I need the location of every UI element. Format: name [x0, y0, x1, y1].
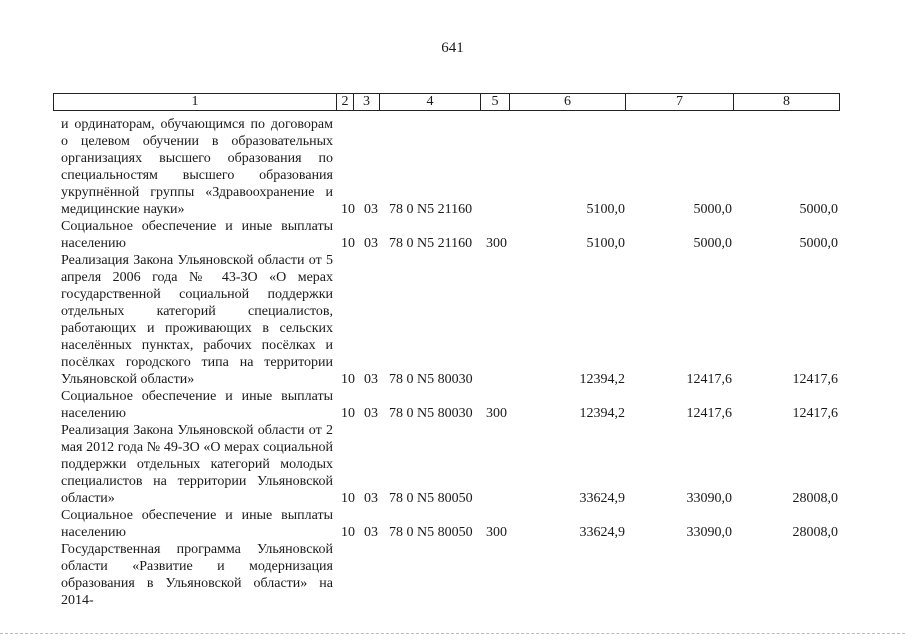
cell-target-code: 78 0 N5 21160 [389, 236, 473, 251]
cell-amount-7: 12417,6 [686, 372, 732, 387]
cell-subsection: 03 [364, 406, 378, 421]
cell-amount-8: 12417,6 [792, 372, 838, 387]
cell-amount-6: 5100,0 [586, 236, 625, 251]
cell-amount-6: 33624,9 [579, 525, 625, 540]
cell-section: 10 [341, 406, 355, 421]
cell-amount-8: 5000,0 [799, 202, 838, 217]
cell-amount-7: 33090,0 [686, 491, 732, 506]
cell-amount-7: 5000,0 [693, 202, 732, 217]
page-number: 641 [441, 40, 464, 56]
cell-expense-type: 300 [486, 406, 507, 421]
cell-amount-6: 33624,9 [579, 491, 625, 506]
cell-section: 10 [341, 202, 355, 217]
cell-amount-8: 28008,0 [792, 491, 838, 506]
header-col-7: 7 [625, 93, 734, 111]
cell-amount-6: 12394,2 [579, 372, 625, 387]
row-description: Социальное обеспечение и иные выплаты населению [61, 219, 333, 251]
cell-expense-type: 300 [486, 236, 507, 251]
cell-target-code: 78 0 N5 80030 [389, 372, 473, 387]
cell-target-code: 78 0 N5 80030 [389, 406, 473, 421]
row-description: Социальное обеспечение и иные выплаты населению [61, 508, 333, 540]
cell-subsection: 03 [364, 525, 378, 540]
header-col-3: 3 [353, 93, 380, 111]
row-description: Социальное обеспечение и иные выплаты населению [61, 389, 333, 421]
row-description: Реализация Закона Ульяновской области от 2 мая 2012 года № 49-ЗО «О мерах социальной поддержки отдельных категорий молодых специалистов на территории Ульяновской области» [61, 423, 333, 506]
header-col-8: 8 [733, 93, 840, 111]
header-col-1: 1 [53, 93, 337, 111]
cell-amount-7: 5000,0 [693, 236, 732, 251]
cell-section: 10 [341, 525, 355, 540]
header-col-6: 6 [509, 93, 626, 111]
cell-amount-6: 5100,0 [586, 202, 625, 217]
header-col-4: 4 [379, 93, 481, 111]
cell-subsection: 03 [364, 202, 378, 217]
cell-amount-8: 28008,0 [792, 525, 838, 540]
row-description: Реализация Закона Ульяновской области от 5 апреля 2006 года № 43-ЗО «О мерах государственной социальной поддержки отдельных категорий специалистов, работающих и проживающих в сельских населённых пунктах, рабочих посёлках и посёлках городского типа на территории Ульяновской области» [61, 253, 333, 387]
page-bottom-edge [0, 633, 905, 634]
cell-target-code: 78 0 N5 80050 [389, 525, 473, 540]
cell-amount-6: 12394,2 [579, 406, 625, 421]
header-col-5: 5 [480, 93, 510, 111]
row-description: Государственная программа Ульяновской области «Развитие и модернизация образования в Ульяновской области» на 2014- [61, 542, 333, 608]
cell-section: 10 [341, 491, 355, 506]
cell-subsection: 03 [364, 236, 378, 251]
cell-section: 10 [341, 236, 355, 251]
cell-subsection: 03 [364, 372, 378, 387]
cell-amount-7: 12417,6 [686, 406, 732, 421]
cell-amount-7: 33090,0 [686, 525, 732, 540]
header-col-2: 2 [336, 93, 354, 111]
cell-target-code: 78 0 N5 80050 [389, 491, 473, 506]
cell-section: 10 [341, 372, 355, 387]
cell-expense-type: 300 [486, 525, 507, 540]
cell-subsection: 03 [364, 491, 378, 506]
row-description: и ординаторам, обучающимся по договорам о целевом обучении в образовательных организациях высшего образования по специальностям высшего образования укрупнённой группы «Здравоохранение и медицинские науки» [61, 117, 333, 217]
cell-target-code: 78 0 N5 21160 [389, 202, 473, 217]
cell-amount-8: 12417,6 [792, 406, 838, 421]
cell-amount-8: 5000,0 [799, 236, 838, 251]
